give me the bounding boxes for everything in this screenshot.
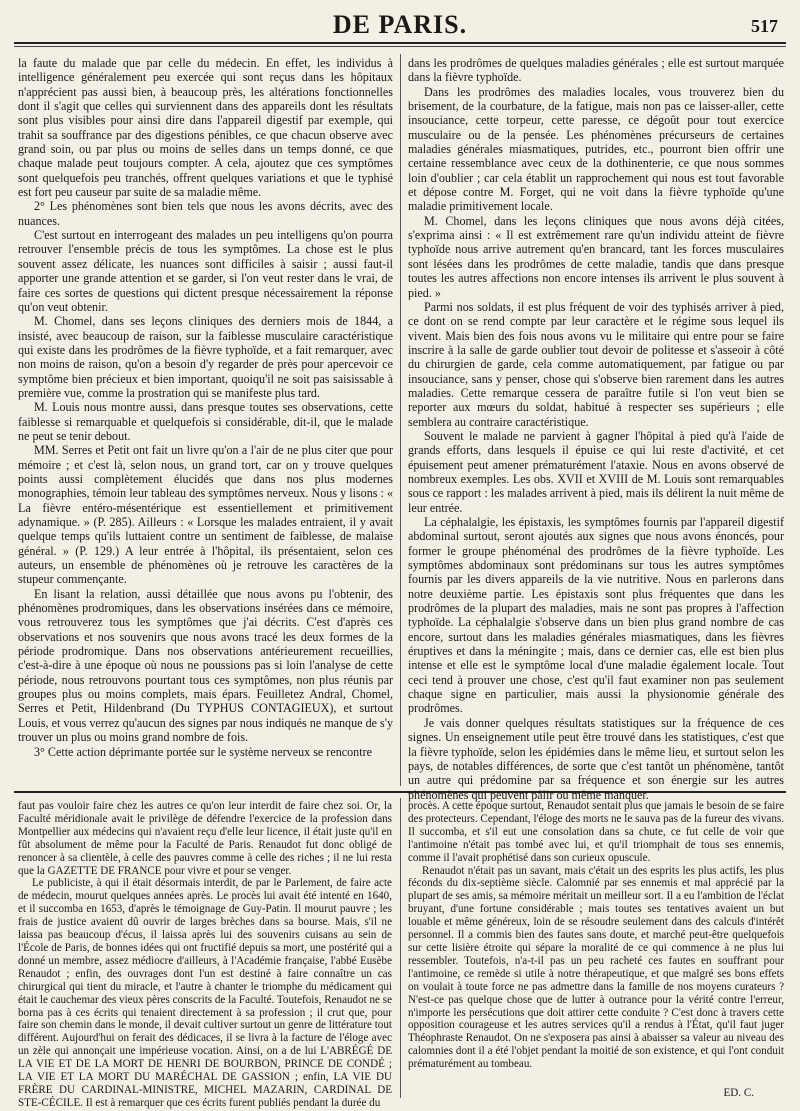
main-column-right bbox=[408, 56, 784, 802]
paragraph: procès. A cette époque surtout, Renaudot sentait plus que jamais le besoin de se faire des protecteurs. Cependant, l'éloge des morts ne le sauva pas de la fureur des vivans. Il succomba, et s'il eut une consolation dans sa chute, ce fut celle de voir que l'antimoine n'était pas tombé avec lui, et qu'il triomphait de tous ses ennemis, comme il l'avait prophétisé dans son curieux opuscule. bbox=[408, 800, 784, 864]
paragraph: 3° Cette action déprimante portée sur le système nerveux se rencontre bbox=[34, 744, 372, 759]
paragraph: 2° Les phénomènes sont bien tels que nous les avons décrits, avec des nuances. bbox=[18, 199, 393, 228]
header-rule bbox=[14, 42, 786, 44]
paragraph: Le publiciste, à qui il était désormais interdit, de par le Parlement, de faire acte de médecin, mourut quelques années après. Le procès lui avait été intenté en 1640, et il succomba en 1653, d'après le témoignage de Guy-Patin. Il mourut pauvre ; les frais de justice avaient dû ouvrir de larges brèches dans sa bourse. Mais, s'il ne laissa pas beaucoup d'écus, il laissa après lui des souvenirs cuisans au sein de l'École de Paris, de bonnes idées qui ont fructifié depuis sa mort, une postérité qui a donné un membre, assez médiocre d'ailleurs, à l'Académie française, l'abbé Eusèbe Renaudot ; enfin, des ouvrages dont l'un est destiné à faire connaître un cas chirurgical qui tient du miracle, et l'autre à chanter le triomphe du médicament qui était le cauchemar des vieux pères conscrits de la Faculté. Toutefois, Renaudot ne se borna pas à ces écrits qui tenaient directement à sa profession ; il crut que, pour faire son chemin dans le monde, il devait cultiver surtout un genre de littérature tout différent. Aujourd'hui on ferait des dédicaces, il se livra à la facture de l'éloge avec un zèle qui annonçait une impérieuse vocation. Ainsi, on a de lui L'ABRÉGÉ DE LA VIE ET DE LA MORT DE HENRI DE BOURBON, PRINCE DE CONDÉ ; LA VIE ET LA MORT DU MARÉCHAL DE GASSION ; enfin, LA VIE DU FRÈRE DU CARDINAL-MINISTRE, MICHEL MAZARIN, CARDINAL DE STE-CÉCILE. Il est à remarquer que ces écrits furent publiés pendant la durée du bbox=[18, 877, 392, 1109]
paragraph: Dans les prodrômes des maladies locales, vous trouverez bien du brisement, de la courbature, de la fatigue, mais non pas ce laisser-aller, cette insouciance, cette torpeur, cette paresse, ce dégoût pour tout exercice musculaire ou de la pensée. Les phénomènes précurseurs de certaines maladies générales miasmatiques, putrides, etc., pourront bien offrir une certaine ressemblance avec ceux de la dothinenterie, ce que nous sommes loin d'oublier ; car cela établit un rapprochement qui nous est tout favorable et dépose contre M. Forget, qui ne voit dans la fièvre typhoïde qu'une maladie primitivement locale. bbox=[408, 84, 784, 214]
author-signature: ED. C. bbox=[723, 1087, 754, 1100]
feuilleton-divider bbox=[400, 798, 401, 1098]
paragraph: La céphalalgie, les épistaxis, les symptômes fournis par l'appareil digestif abdominal surtout, seront ajoutés aux signes que nous avons énoncés, pour former le groupe phénoménal des prodrômes de la fièvre typhoïde. Les symptômes abdominaux sont prédominans sur tous les autres symptômes fournis par les divers appareils de la vie nutritive. Nous en parlerons dans notre deuxième partie. Les épistaxis sont plus fréquentes que dans les prodrômes de la plupart des maladies, mais ne sont pas propres à l'affection typhoïde. La céphalalgie s'observe dans un bien plus grand nombre de cas encore, surtout dans les maladies générales miasmatiques, dans les fièvres éruptives et dans la méningite ; mais, dans ce dernier cas, elle est bien plus intense et elle est le symptôme local d'une maladie également locale. Tout ceci tend à prouver une chose, c'est qu'il faut examiner non pas seulement chaque signe en particulier, mais aussi la physionomie générale des prodrômes. bbox=[408, 515, 784, 716]
feuilleton-column-left bbox=[18, 800, 392, 1109]
paragraph: Souvent le malade ne parvient à gagner l'hôpital à pied qu'à l'aide de grands efforts, dans lesquels il épuise ce qui lui reste d'activité, et cet épuisement peut amener prématurément l'ataxie. Nous en avons observé de nombreux exemples. Les obs. XVII et XVIII de M. Louis sont remarquables sous ce rapport : les malades arrivent à pied, mais ils délirent la nuit même de leur entrée. bbox=[408, 428, 784, 515]
paragraph: la faute du malade que par celle du médecin. En effet, les individus à intelligence généralement peu exercée qui sont reçus dans les hôpitaux n'apprécient pas aussi bien, à beaucoup près, les altérations fonctionnelles dont il s'agit que celles qui surviennent dans des appareils dont les résultats sont plus visibles pour ainsi dire dans l'appareil digestif par exemple, qui trahit sa souffrance par des digestions pénibles, ce que chacun observe avec grand soin, ou par plus ou moins de selles dans un temps donné, ce que chaque malade peut toujours compter. A cela, ajoutez que ces symptômes sont quelquefois peu tranchés, offrent quelques variations et que le typhisé est fort peu causeur par suite de sa maladie même. bbox=[18, 56, 393, 200]
paragraph: Parmi nos soldats, il est plus fréquent de voir des typhisés arriver à pied, ce dont on se rend compte par leur caractère et le régime sous lequel ils vivent. Mais bien des fois nous avons vu le militaire qui entre pour se faire inscrire à la salle de garde oublier tout devoir de politesse et s'asseoir à côté du chirurgien de garde, cela comme automatiquement, par fatigue ou par insouciance, sans y penser, chose qui s'observe bien rarement dans les autres maladies. Cette remarque cessera de paraître futile si l'on veut bien se reporter aux mœurs du soldat, habitué à respecter ses supérieurs ; elle semblera au contraire caractéristique. bbox=[408, 299, 784, 429]
paragraph: MM. Serres et Petit ont fait un livre qu'on a l'air de ne plus citer que pour mémoire ; et c'est là, selon nous, un grand tort, car on y trouve quelques points aussi complètement élucidés que dans nos plus modernes monographies, témoin leur tableau des symptômes nerveux. Nous y lisons : « La fièvre entéro-mésentérique est essentiellement et primitivement adynamique. » (P. 285). Ailleurs : « Lorsque les malades entraient, il y avait quelque temps qu'ils luttaient contre un sentiment de faiblesse, de malaise général. » (P. 129.) A leur entrée à l'hôpital, ils présentaient, selon ces auteurs, un ensemble de phénomènes où je retrouve les caractères de la stupeur commençante. bbox=[18, 443, 393, 587]
page-number: 517 bbox=[751, 16, 778, 36]
paragraph: M. Louis nous montre aussi, dans presque toutes ses observations, cette faiblesse si remarquable et quelquefois si considérable, dit-il, que le malade ne peut se tenir debout. bbox=[18, 400, 393, 443]
column-divider bbox=[400, 54, 401, 786]
paragraph: Je vais donner quelques résultats statistiques sur la fréquence de ces signes. Un enseignement utile peut être trouvé dans les statistiques, c'est que la fièvre typhoïde, selon les épidémies dans le même lieu, et surtout selon les pays, de notables différences, de sorte que c'est tantôt un phénomène, tantôt un autre qui prédomine par sa fréquence et son énergie sur les autres phénomènes qui peuvent pâlir ou même manquer. bbox=[408, 715, 784, 802]
paragraph: C'est surtout en interrogeant des malades un peu intelligens qu'on pourra retrouver l'ensemble précis de tous les symptômes. La chose est le plus souvent assez délicate, les nuances sont difficiles à saisir ; aussi faut-il apporter une grande attention et se garder, si l'on veut rester dans le vrai, de faire ces sortes de questions qui dictent presque nécessairement la réponse qu'on veut obtenir. bbox=[18, 228, 393, 314]
paragraph: Renaudot n'était pas un savant, mais c'était un des esprits les plus actifs, les plus féconds du dix-septième siècle. Calomnié par ses ennemis et mal apprécié par la plupart de ses amis, sa mémoire méritait un meilleur sort. Il a eu l'ambition de l'éclat bruyant, d'une fortune considérable ; mais toutes ses tentatives avaient un but louable et même généreux, loin de se résoudre seulement dans des calculs d'intérêt personnel. Il a commis bien des fautes sans doute, et marché peut-être quelquefois sur cette lisière étroite qui sépare la moralité de ce qui commence à ne plus lui ressembler. Toutefois, n'a-t-il pas un peu racheté ces fautes en souffrant pour l'antimoine, ce remède si utile à notre thérapeutique, et que malgré ses bons effets on voulait à toute force ne pas admettre dans la famille de nos moyens curateurs ? N'est-ce pas quelque chose que de lutter à outrance pour la vérité contre l'erreur, n'importe les persécutions que doit attirer cette conduite ? C'est donc à travers cette opposition courageuse et les autres services qu'il a rendus à l'État, qu'il faut juger Théophraste Renaudot. On ne s'exposera pas ainsi à abaisser sa valeur au niveau des calomnies dont il a été l'objet pendant la moitié de son existence, et qui l'ont conduit prématurément au tombeau. bbox=[408, 864, 784, 1071]
paragraph: faut pas vouloir faire chez les autres ce qu'on leur interdit de faire chez soi. Or, la Faculté méridionale avait le privilège de défendre l'exercice de la profession dans Montpellier aux médecins qui n'avaient reçu d'elle leur licence, il était juste qu'il en fût absolument de même pour la Faculté de Paris. Renaudot fut donc obligé de renoncer à sa clientèle, à celle des pauvres comme à celle des riches ; il ne lui resta que la GAZETTE DE FRANCE pour vivre et pour se venger. bbox=[18, 800, 392, 877]
paragraph: M. Chomel, dans les leçons cliniques que nous avons déjà citées, s'exprima ainsi : « Il est extrêmement rare qu'un individu atteint de fièvre typhoïde nous arrive autrement qu'en brancard, tant les forces musculaires sont lésées dans les prodrômes de cette maladie, tandis que dans presque toutes les autres affections non encore intenses ils arrivent le plus souvent à pied. » bbox=[408, 213, 784, 300]
feuilleton-column-right bbox=[408, 800, 784, 1100]
main-column-left bbox=[18, 56, 393, 782]
paragraph: M. Chomel, dans ses leçons cliniques des derniers mois de 1844, a insisté, avec beaucoup de raison, sur la faiblesse musculaire caractéristique qui existe dans les prodrômes de la fièvre typhoïde, et a fait remarquer, avec non moins de raison, qu'on a besoin d'y regarder de près pour apercevoir ce symptôme bien précieux et bien important, quoiqu'il ne soit pas saisissable à première vue, comme la prostration qui se manifeste plus tard. bbox=[18, 314, 393, 400]
page-header-title: DE PARIS. bbox=[332, 10, 468, 39]
header-rule-thin bbox=[14, 46, 786, 47]
paragraph: dans les prodrômes de quelques maladies générales ; elle est surtout marquée dans la fièvre typhoïde. bbox=[408, 56, 784, 85]
paragraph: En lisant la relation, aussi détaillée que nous avons pu l'obtenir, des phénomènes prodromiques, dans les observations insérées dans ce mémoire, vous retrouverez tous les symptômes que j'ai décrits. C'est d'après ces observations et nos souvenirs que nous avons tracé les deux formes de la période prodromique. Dans nos observations antérieurement recueillies, c'est-à-dire à une époque où nous ne poussions pas si loin l'analyse de cette période, nous retrouvons pourtant tous ces symptômes, non plus réunis par groupes plus ou moins complets, mais épars. Feuilletez Andral, Chomel, Serres et Petit, Hildenbrand (Du TYPHUS CONTAGIEUX), et surtout Louis, et vous verrez qu'aucun des signes par nous indiqués ne manque de s'y trouver un plus ou moins grand nombre de fois. bbox=[18, 586, 393, 745]
feuilleton-separator bbox=[14, 791, 786, 793]
